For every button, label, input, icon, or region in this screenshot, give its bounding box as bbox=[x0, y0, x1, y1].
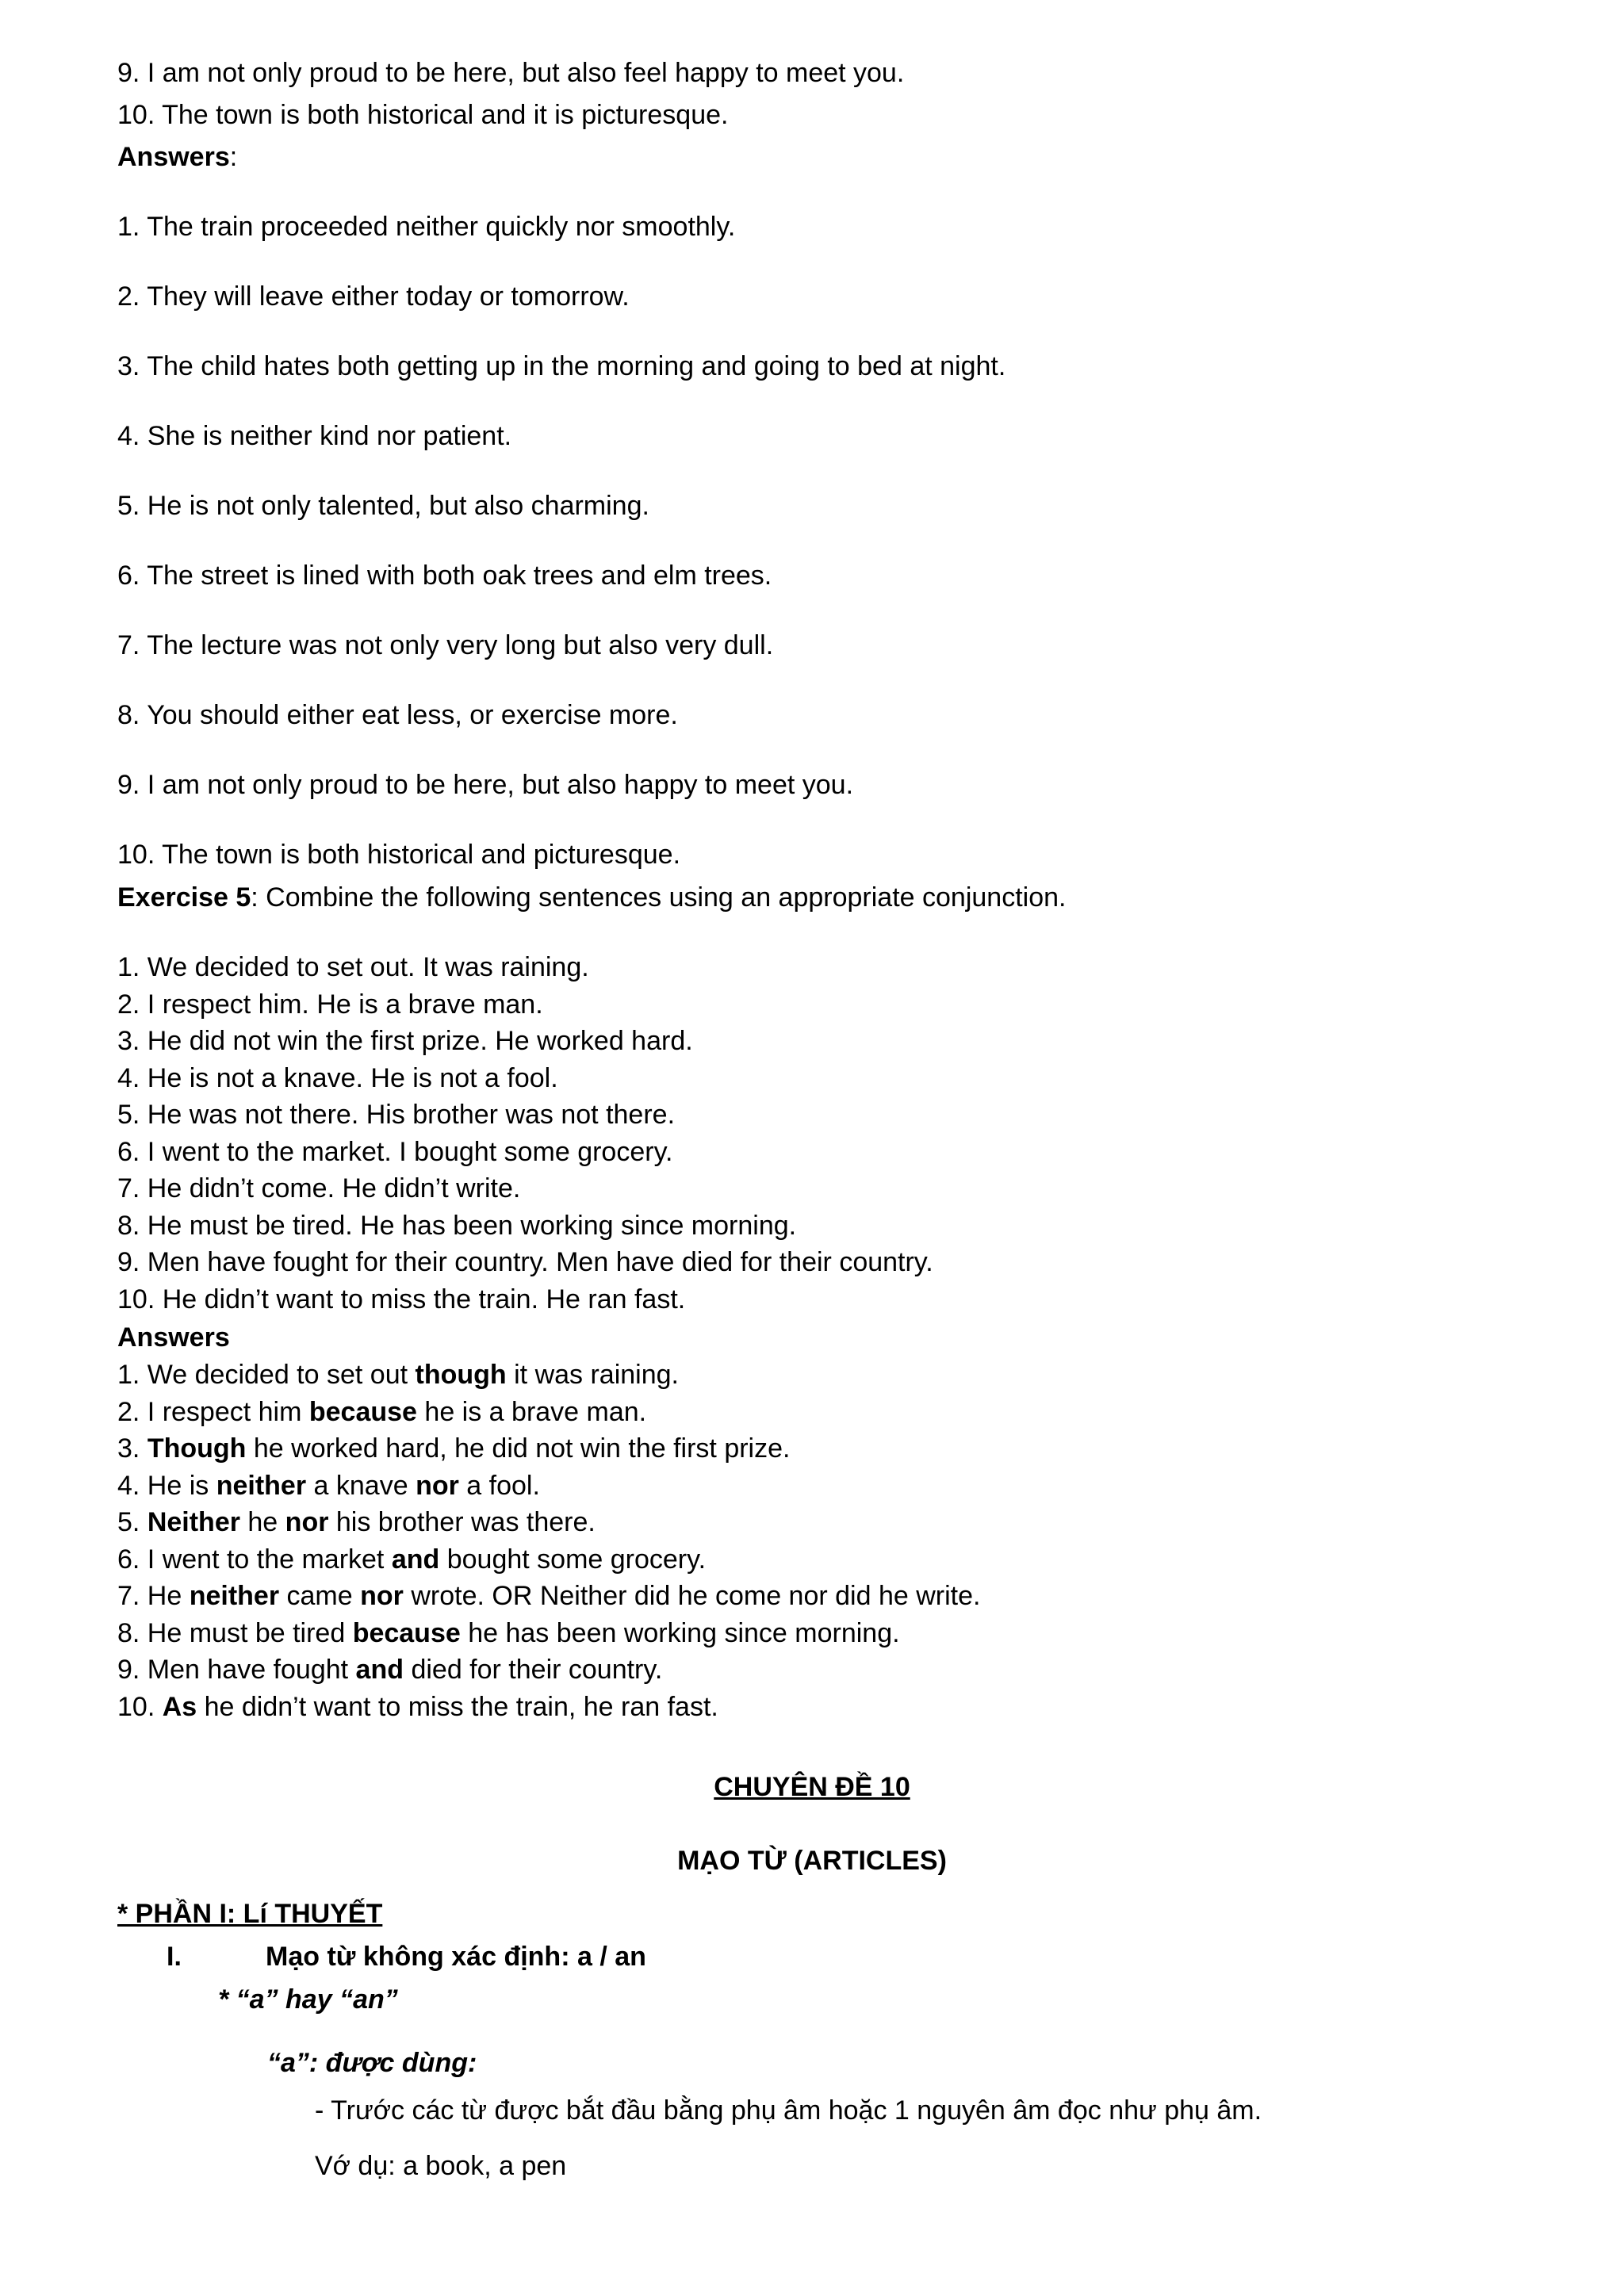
answer-text: a fool. bbox=[458, 1470, 540, 1501]
exercise-5-answer bbox=[117, 1505, 596, 1540]
exercise-5-instructions: : Combine the following sentences using an appropriate conjunction. bbox=[251, 882, 1067, 913]
conjunction-keyword: and bbox=[355, 1655, 404, 1685]
exercise-item-10: 10. The town is both historical and it is picturesque. bbox=[117, 100, 729, 130]
answer-line: 2. They will leave either today or tomorrow. bbox=[117, 281, 630, 312]
conjunction-keyword: because bbox=[308, 1396, 417, 1427]
conjunction-keyword: nor bbox=[360, 1581, 404, 1611]
conjunction-keyword: and bbox=[391, 1544, 440, 1575]
exercise-5-item: 4. He is not a knave. He is not a fool. bbox=[117, 1062, 558, 1093]
answer-line: 8. You should either eat less, or exercise more. bbox=[117, 700, 678, 730]
exercise-5-answer bbox=[117, 1652, 662, 1687]
answer-text: wrote. OR Neither did he come nor did he write. bbox=[403, 1581, 981, 1611]
answer-text: 3. bbox=[117, 1433, 147, 1464]
usage-example: Vớ dụ: a book, a pen bbox=[315, 2151, 567, 2181]
exercise-5-label: Exercise 5 bbox=[117, 882, 251, 913]
answer-text: a knave bbox=[306, 1470, 416, 1501]
answer-text: 1. We decided to set out bbox=[117, 1360, 416, 1390]
exercise-5-answer bbox=[117, 1468, 540, 1503]
answer-line: 4. She is neither kind nor patient. bbox=[117, 421, 512, 451]
answer-line: 1. The train proceeded neither quickly nor smoothly. bbox=[117, 212, 736, 242]
exercise-5-answer bbox=[117, 1395, 646, 1429]
chapter-heading: CHUYÊN ĐỀ 10 bbox=[714, 1772, 910, 1802]
answer-line: 6. The street is lined with both oak trees and elm trees. bbox=[117, 561, 772, 591]
exercise-5-answers-heading: Answers bbox=[117, 1322, 230, 1353]
exercise-5-item: 8. He must be tired. He has been working since morning. bbox=[117, 1210, 797, 1241]
answer-text: 2. I respect him bbox=[117, 1396, 309, 1427]
answer-text: 6. I went to the market bbox=[117, 1544, 392, 1575]
answer-line: 5. He is not only talented, but also charming. bbox=[117, 491, 649, 521]
usage-title: “a”: được dùng: bbox=[267, 2048, 477, 2078]
answer-text: 7. He bbox=[117, 1581, 190, 1611]
answers-label: Answers bbox=[117, 142, 230, 172]
conjunction-keyword: because bbox=[352, 1617, 461, 1648]
exercise-5-answer bbox=[117, 1689, 718, 1724]
exercise-5-item: 9. Men have fought for their country. Men have died for their country. bbox=[117, 1247, 933, 1277]
exercise-5-answer bbox=[117, 1616, 900, 1651]
exercise-5-title bbox=[117, 880, 1066, 915]
conjunction-keyword: Though bbox=[147, 1433, 247, 1464]
exercise-5-item: 7. He didn’t come. He didn’t write. bbox=[117, 1173, 521, 1203]
answer-text: he bbox=[239, 1507, 285, 1537]
answer-text: he worked hard, he did not win the first prize. bbox=[246, 1433, 791, 1464]
conjunction-keyword: nor bbox=[285, 1507, 329, 1537]
answer-text: 9. Men have fought bbox=[117, 1655, 356, 1685]
exercise-5-item: 3. He did not win the first prize. He worked hard. bbox=[117, 1026, 693, 1056]
conjunction-keyword: nor bbox=[416, 1470, 459, 1501]
answer-text: he has been working since morning. bbox=[460, 1617, 900, 1648]
answer-line: 10. The town is both historical and picturesque. bbox=[117, 840, 681, 870]
answer-line: 3. The child hates both getting up in the morning and going to bed at night. bbox=[117, 351, 1006, 381]
answer-text: 4. He is bbox=[117, 1470, 216, 1501]
chapter-subheading: MẠO TỪ (ARTICLES) bbox=[677, 1846, 947, 1876]
answer-text: he is a brave man. bbox=[416, 1396, 647, 1427]
answer-text: he didn’t want to miss the train, he ran fast. bbox=[197, 1691, 718, 1722]
exercise-5-item: 1. We decided to set out. It was raining. bbox=[117, 952, 589, 982]
answer-text: 10. bbox=[117, 1691, 163, 1722]
exercise-5-item: 10. He didn’t want to miss the train. He ran fast. bbox=[117, 1284, 686, 1314]
subsection-title: * “a” hay “an” bbox=[218, 1984, 398, 2015]
exercise-5-answer bbox=[117, 1431, 790, 1466]
answer-line: 7. The lecture was not only very long but also very dull. bbox=[117, 630, 774, 660]
answer-text: his brother was there. bbox=[328, 1507, 596, 1537]
answer-line: 9. I am not only proud to be here, but also happy to meet you. bbox=[117, 770, 854, 800]
section-title: Mạo từ không xác định: a / an bbox=[266, 1942, 646, 1972]
conjunction-keyword: As bbox=[162, 1691, 197, 1722]
answer-text: 8. He must be tired bbox=[117, 1617, 353, 1648]
exercise-5-answer bbox=[117, 1542, 706, 1577]
exercise-5-item: 6. I went to the market. I bought some grocery. bbox=[117, 1136, 673, 1167]
exercise-5-item: 5. He was not there. His brother was not there. bbox=[117, 1100, 676, 1130]
answers-colon: : bbox=[229, 142, 238, 172]
answer-text: 5. bbox=[117, 1507, 147, 1537]
section-number: I. bbox=[167, 1942, 182, 1972]
exercise-5-answer bbox=[117, 1578, 980, 1613]
answer-text: came bbox=[279, 1581, 361, 1611]
exercise-5-item: 2. I respect him. He is a brave man. bbox=[117, 989, 543, 1020]
conjunction-keyword: neither bbox=[189, 1581, 280, 1611]
answer-text: bought some grocery. bbox=[439, 1544, 707, 1575]
answers-heading bbox=[117, 140, 237, 174]
conjunction-keyword: Neither bbox=[147, 1507, 240, 1537]
usage-rule: - Trước các từ được bắt đầu bằng phụ âm hoặc 1 nguyên âm đọc như phụ âm. bbox=[315, 2095, 1262, 2126]
conjunction-keyword: neither bbox=[216, 1470, 307, 1501]
conjunction-keyword: though bbox=[415, 1360, 507, 1390]
exercise-5-answer bbox=[117, 1357, 679, 1392]
exercise-item-9: 9. I am not only proud to be here, but also feel happy to meet you. bbox=[117, 58, 905, 88]
part-title: * PHẦN I: Lí THUYẾT bbox=[117, 1899, 383, 1929]
answer-text: died for their country. bbox=[404, 1655, 663, 1685]
answer-text: it was raining. bbox=[506, 1360, 679, 1390]
